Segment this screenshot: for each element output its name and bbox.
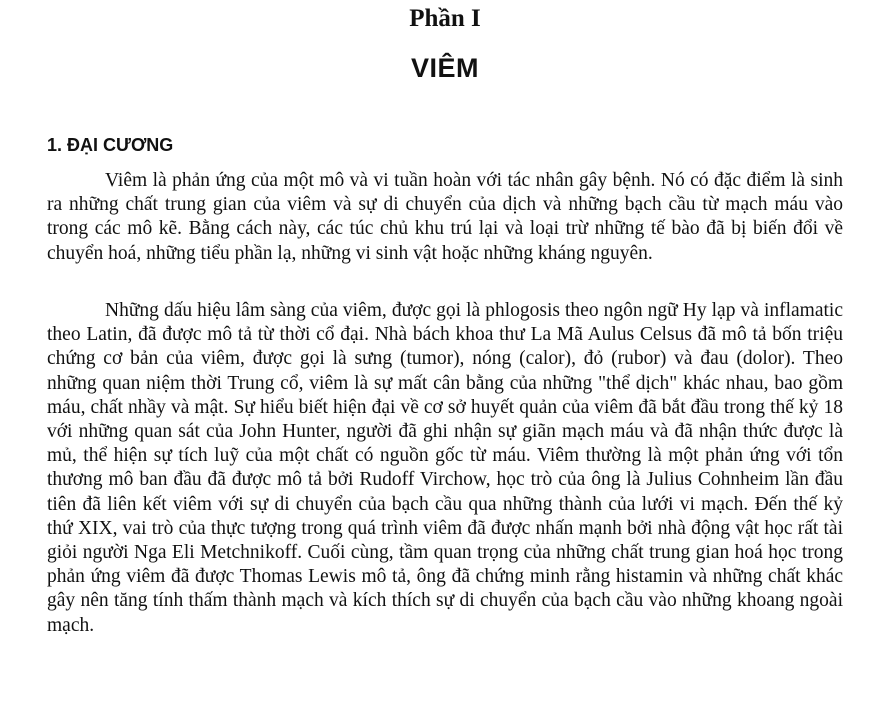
part-title: Phần I [409,5,481,32]
section-heading: 1. ĐẠI CƯƠNG [47,135,174,155]
paragraph-1: Viêm là phản ứng của một mô và vi tuần hoàn với tác nhân gây bệnh. Nó có đặc điểm là sinh ra những chất trung gian của viêm và sự di chuyển của dịch và những bạch cầu từ mạch máu vào trong các mô kẽ. Bằng cách này, các túc chủ khu trú lại và loại trừ những tế bào đã bị biến đổi về chuyển hoá, những tiểu phần lạ, những vi sinh vật hoặc những kháng nguyên. [47,170,843,264]
paragraph-2: Những dấu hiệu lâm sàng của viêm, được gọi là phlogosis theo ngôn ngữ Hy lạp và inflamatic theo Latin, đã được mô tả từ thời cổ đại. Nhà bách khoa thư La Mã Aulus Celsus đã mô tả bốn triệu chứng cơ bản của viêm, được gọi là sưng (tumor), nóng (calor), đỏ (rubor) và đau (dolor). Theo những quan niệm thời Trung cổ, viêm là sự mất cân bằng của những "thể dịch" khác nhau, bao gồm máu, chất nhầy và mật. Sự hiểu biết hiện đại về cơ sở huyết quản của viêm đã bắt đầu trong thế kỷ 18 với những quan sát của John Hunter, người đã ghi nhận sự giãn mạch máu và đã nhận thức được là mủ, thể hiện sự tích luỹ của một chất có nguồn gốc từ máu. Viêm thường là một phản ứng với tổn thương mô ban đầu đã được mô tả bởi Rudoff Virchow, học trò của ông là Julius Cohnheim lần đầu tiên đã liên kết viêm với sự di chuyển của bạch cầu qua những thành của lưới vi mạch. Đến thế kỷ thứ XIX, vai trò của thực tượng trong quá trình viêm đã được nhấn mạnh bởi nhà động vật học rất tài giỏi người Nga Eli Metchnikoff. Cuối cùng, tầm quan trọng của những chất trung gian hoá học trong phản ứng viêm đã được Thomas Lewis mô tả, ông đã chứng minh rằng histamin và những chất khác gây nên tăng tính thấm thành mạch và kích thích sự di chuyển của bạch cầu vào những khoang ngoài mạch. [47,300,843,636]
chapter-title: VIÊM [410,53,479,83]
